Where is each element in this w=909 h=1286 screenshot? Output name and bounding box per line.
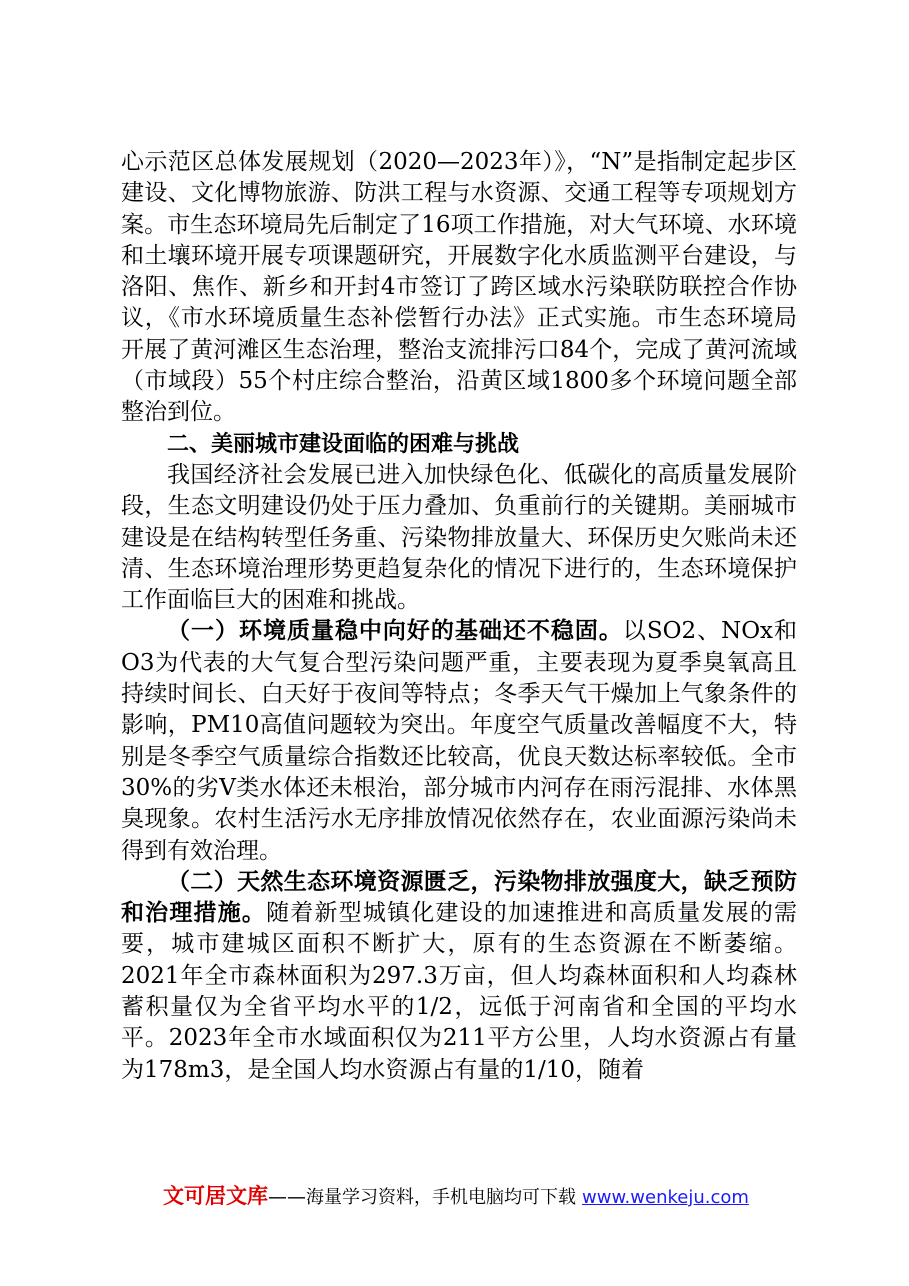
section-heading: 二、美丽城市建设面临的困难与挑战 — [167, 431, 520, 457]
footer-banner — [163, 1180, 783, 1212]
document-body — [121, 147, 797, 1086]
point2-paragraph — [121, 867, 797, 1086]
point2-title: （二）天然生态环境资源匮乏，污染物排放强度大，缺乏预防和治理措施。 — [121, 868, 797, 927]
point1-title: （一）环境质量稳中向好的基础还不稳固。 — [167, 618, 623, 645]
footer-brand: 文可居文库 — [163, 1184, 268, 1208]
point2-body: 随着新型城镇化建设的加速推进和高质量发展的需要，城市建城区面积不断扩大，原有的生态资源在不断萎缩。2021年全市森林面积为297.3万亩，但人均森林面积和人均森林蓄积量仅为全省平均水平的1/2，远低于河南省和全国的平均水平。2023年全市水域面积仅为211平方公里，人均水资源占有量为178m3，是全国人均水资源占有量的1/10，随着 — [121, 900, 798, 1083]
body-paragraph: 心示范区总体发展规划（2020—2023年）》，“N”是指制定起步区建设、文化博物旅游、防洪工程与水资源、交通工程等专项规划方案。市生态环境局先后制定了16项工作措施，对大气环境、水环境和土壤环境开展专项课题研究，开展数字化水质监测平台建设，与洛阳、焦作、新乡和开封4市签订了跨区域水污染联防联控合作协议，《市水环境质量生态补偿暂行办法》正式实施。市生态环境局开展了黄河滩区生态治理，整治支流排污口84个，完成了黄河流域（市域段）55个村庄综合整治，沿黄区域1800多个环境问题全部整治到位。 — [121, 149, 797, 426]
footer-dash: —— — [268, 1186, 306, 1208]
point1-paragraph — [121, 616, 797, 866]
footer-site-link[interactable]: www.wenkeju.com — [582, 1187, 749, 1208]
intro-paragraph: 我国经济社会发展已进入加快绿色化、低碳化的高质量发展阶段，生态文明建设仍处于压力叠加、负重前行的关键期。美丽城市建设是在结构转型任务重、污染物排放量大、环保历史欠账尚未还清、生态环境治理形势更趋复杂化的情况下进行的，生态环境保护工作面临巨大的困难和挑战。 — [121, 461, 797, 614]
footer-slogan: 海量学习资料，手机电脑均可下载 — [306, 1187, 576, 1208]
point1-body: 以SO2、NOx和O3为代表的大气复合型污染问题严重，主要表现为夏季臭氧高且持续时间长、白天好于夜间等特点；冬季天气干燥加上气象条件的影响，PM10高值问题较为突出。年度空气质量改善幅度不大，特别是冬季空气质量综合指数还比较高，优良天数达标率较低。全市30%的劣Ⅴ类水体还未根治，部分城市内河存在雨污混排、水体黑臭现象。农村生活污水无序排放情况依然存在，农业面源污染尚未得到有效治理。 — [121, 618, 798, 864]
